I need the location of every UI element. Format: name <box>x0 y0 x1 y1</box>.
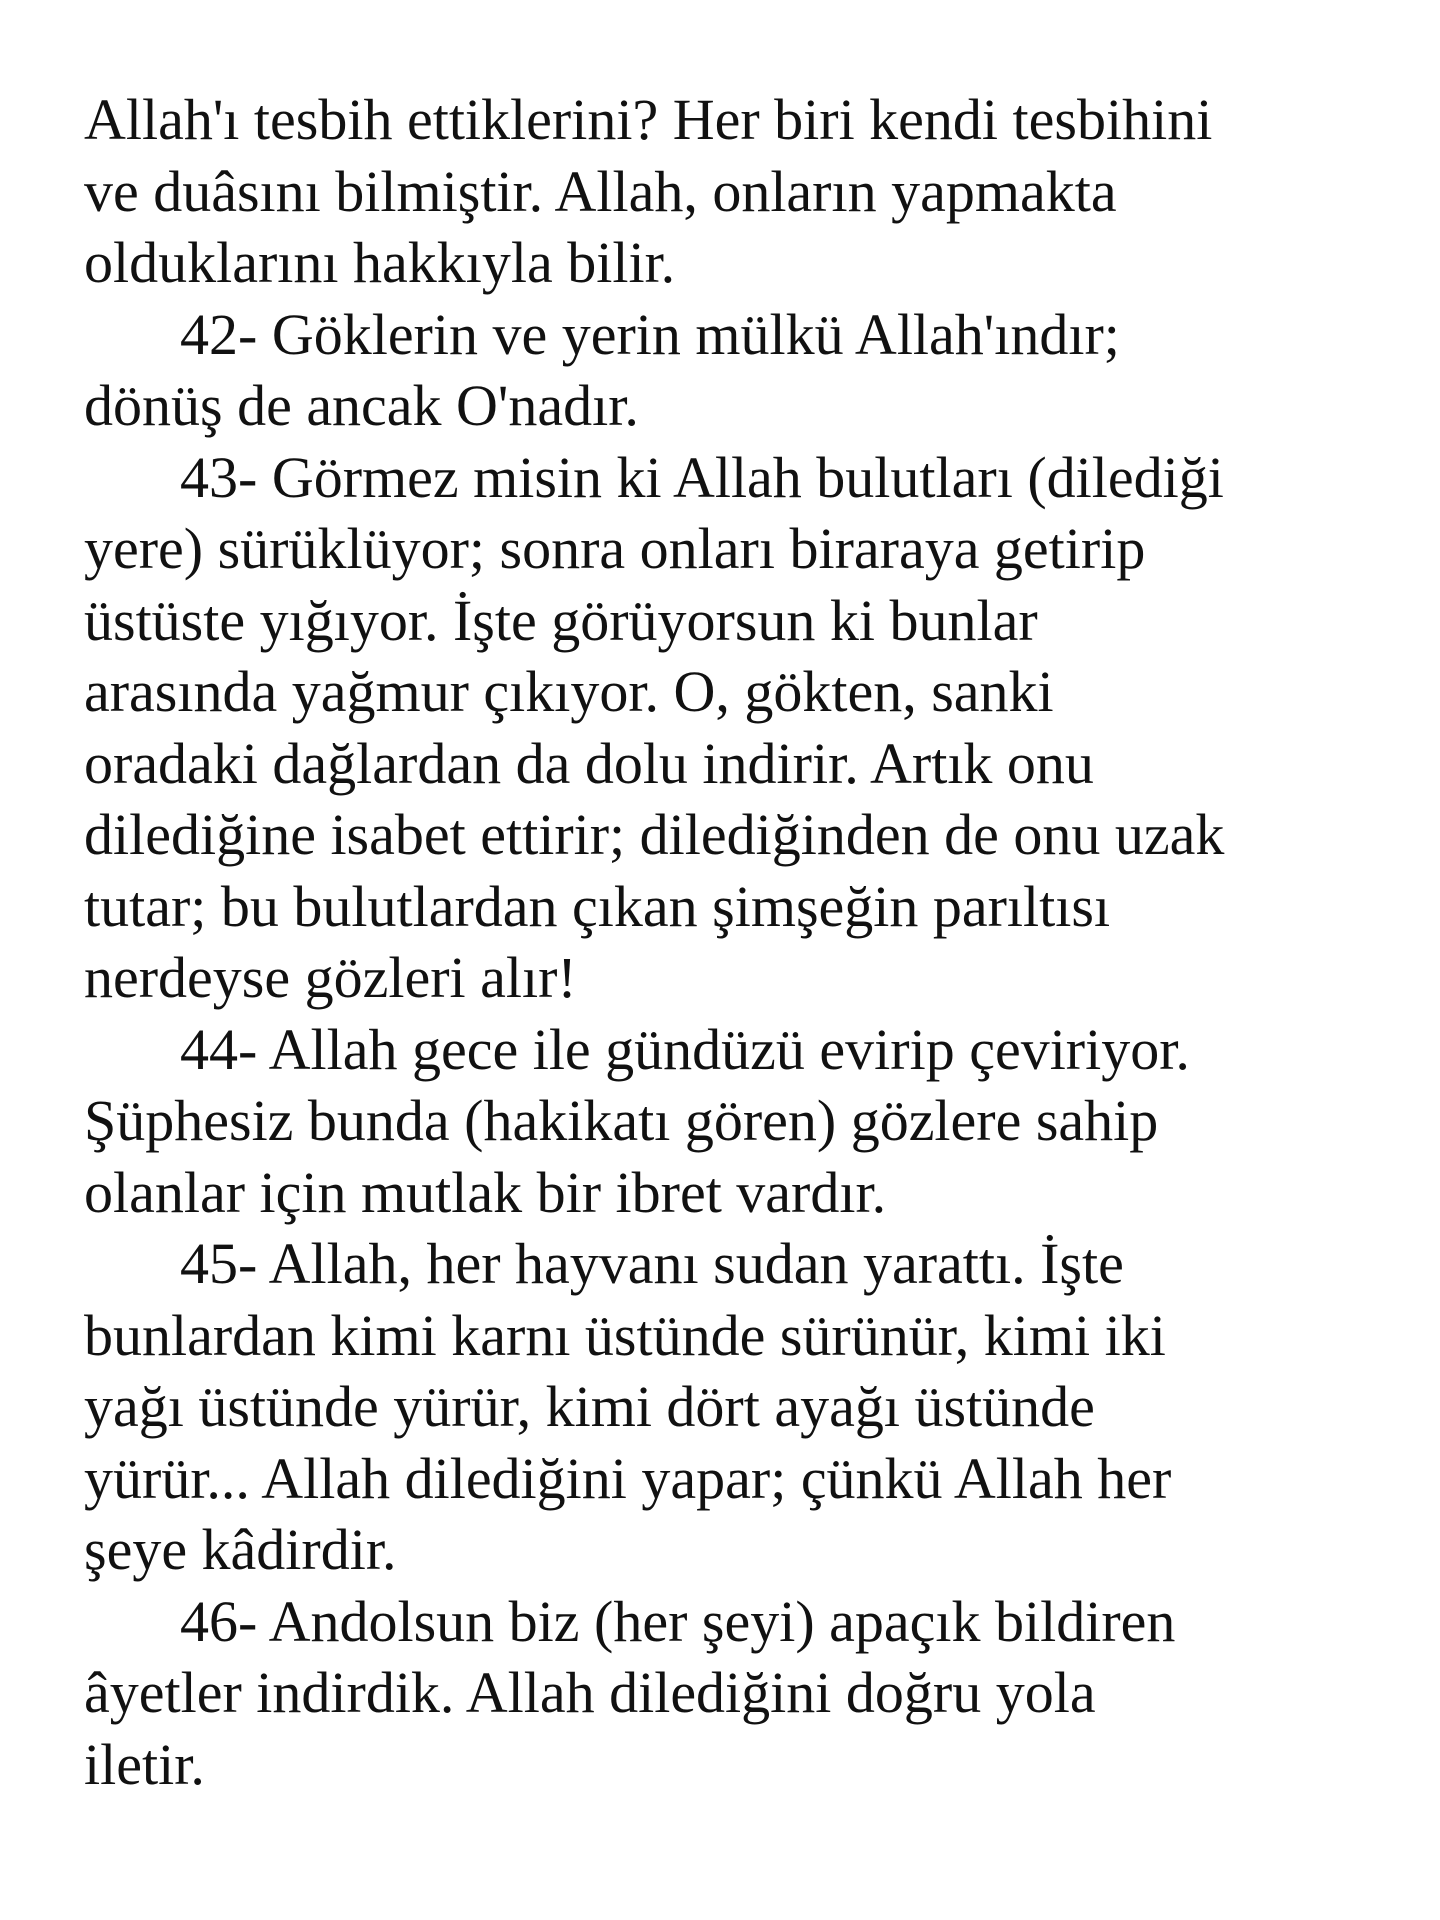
text-line: olanlar için mutlak bir ibret vardır. <box>84 1159 887 1225</box>
text-line: yağı üstünde yürür, kimi dört ayağı üstünde <box>84 1374 1095 1439</box>
text-line: arasında yağmur çıkıyor. O, gökten, sanki <box>84 659 1054 724</box>
text-line: dilediğine isabet ettirir; dilediğinden de onu uzak <box>84 802 1225 867</box>
text-line: tutar; bu bulutlardan çıkan şimşeğin parıltısı <box>84 873 1111 939</box>
text-line: yürür... Allah dilediğini yapar; çünkü Allah her <box>84 1445 1172 1511</box>
document-page <box>84 84 1404 1800</box>
paragraph-verse-44 <box>84 1014 1404 1229</box>
text-line: oradaki dağlardan da dolu indirir. Artık onu <box>84 730 1094 796</box>
text-line: bunlardan kimi karnı üstünde sürünür, kimi iki <box>84 1302 1166 1368</box>
paragraph-verse-46 <box>84 1586 1404 1801</box>
paragraph-verse-45 <box>84 1228 1404 1586</box>
text-line: Allah'ı tesbih ettiklerini? Her biri kendi tesbihini <box>84 87 1213 152</box>
text-line: üstüste yığıyor. İşte görüyorsun ki bunlar <box>84 587 1038 653</box>
text-line: ve duâsını bilmiştir. Allah, onların yapmakta <box>84 158 1117 224</box>
text-line: âyetler indirdik. Allah dilediğini doğru yola <box>84 1660 1096 1725</box>
text-line: şeye kâdirdir. <box>84 1517 397 1582</box>
text-line: iletir. <box>84 1731 205 1797</box>
text-line: olduklarını hakkıyla bilir. <box>84 230 676 295</box>
paragraph-verse-43 <box>84 442 1404 1014</box>
text-line: dönüş de ancak O'nadır. <box>84 373 639 438</box>
text-line: 46- Andolsun biz (her şeyi) apaçık bildiren <box>180 1588 1176 1654</box>
text-line: nerdeyse gözleri alır! <box>84 945 577 1010</box>
text-line: 45- Allah, her hayvanı sudan yarattı. İşte <box>180 1231 1124 1296</box>
text-line: yere) sürüklüyor; sonra onları biraraya getirip <box>84 516 1146 581</box>
paragraph-verse-42 <box>84 299 1404 442</box>
text-line: 42- Göklerin ve yerin mülkü Allah'ındır; <box>180 301 1120 367</box>
text-line: 43- Görmez misin ki Allah bulutları (dilediği <box>180 444 1224 510</box>
text-line: 44- Allah gece ile gündüzü evirip çeviriyor. <box>180 1016 1190 1082</box>
text-line: Şüphesiz bunda (hakikatı gören) gözlere sahip <box>84 1088 1159 1153</box>
paragraph-continuation <box>84 84 1404 299</box>
